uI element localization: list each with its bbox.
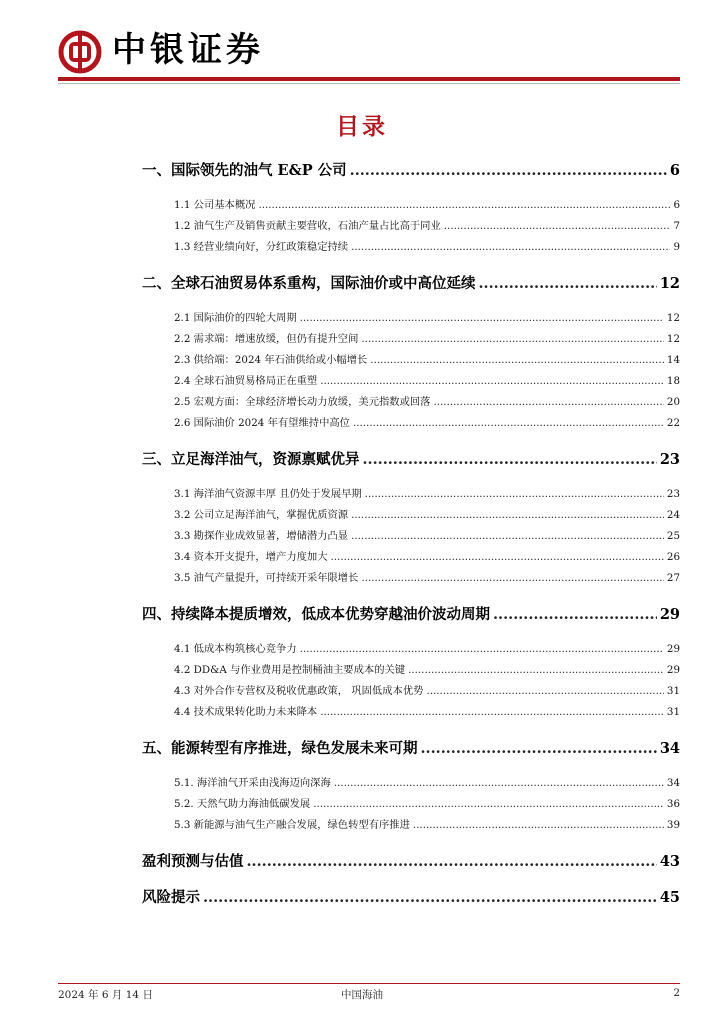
toc-page-number: 43 xyxy=(659,853,680,870)
toc-entry-title: 二、全球石油贸易体系重构，国际油价或中高位延续 xyxy=(142,275,476,292)
toc-dot-leader xyxy=(433,393,663,411)
toc-page-number: 14 xyxy=(666,354,680,366)
toc-page-number: 6 xyxy=(673,199,680,211)
toc-entry-title: 2.6 国际油价 2024 年有望维持中高位 xyxy=(174,417,350,429)
toc-dot-leader xyxy=(247,849,657,875)
toc-chapter-entry[interactable] xyxy=(142,602,680,628)
toc-dot-leader xyxy=(331,548,664,566)
toc-entry-title: 3.2 公司立足海洋油气，掌握优质资源 xyxy=(174,509,349,521)
toc-entry-title: 1.3 经营业绩向好，分红政策稳定持续 xyxy=(174,241,349,253)
toc-entry-title: 5.2. 天然气助力海油低碳发展 xyxy=(174,798,311,810)
toc-section-entry[interactable] xyxy=(174,661,680,679)
toc-page-number: 45 xyxy=(659,889,680,906)
toc-dot-leader xyxy=(408,661,664,679)
toc-section-entry[interactable] xyxy=(174,196,680,214)
toc-entry-title: 三、立足海洋油气，资源禀赋优异 xyxy=(142,451,360,468)
toc-page-number: 29 xyxy=(666,643,680,655)
toc-entry-title: 3.4 资本开支提升，增产力度加大 xyxy=(174,551,328,563)
toc-section-entry[interactable] xyxy=(174,414,680,432)
toc-entry-title: 盈利预测与估值 xyxy=(142,853,244,870)
report-header xyxy=(0,0,724,90)
toc-entry-title: 四、持续降本提质增效，低成本优势穿越油价波动周期 xyxy=(142,606,490,623)
toc-entry-title: 4.3 对外合作专营权及税收优惠政策， 巩固低成本优势 xyxy=(174,685,424,697)
toc-entry-title: 4.4 技术成果转化助力未来降本 xyxy=(174,706,318,718)
toc-dot-leader xyxy=(351,238,670,256)
toc-section-entry[interactable] xyxy=(174,569,680,587)
toc-dot-leader xyxy=(351,506,664,524)
toc-dot-leader xyxy=(413,816,664,834)
toc-section-entry[interactable] xyxy=(174,816,680,834)
toc-entry-title: 风险提示 xyxy=(142,889,200,906)
toc-section-entry[interactable] xyxy=(174,506,680,524)
toc-chapter-entry[interactable] xyxy=(142,447,680,473)
toc-section-entry[interactable] xyxy=(174,309,680,327)
toc-chapter-entry[interactable] xyxy=(142,849,680,875)
toc-page-number: 23 xyxy=(659,451,680,468)
toc-dot-leader xyxy=(350,158,667,184)
footer-page-number: 2 xyxy=(673,987,680,999)
toc-section-entry[interactable] xyxy=(174,640,680,658)
toc-dot-leader xyxy=(361,569,663,587)
footer-date: 2024 年 6 月 14 日 xyxy=(58,989,153,1001)
toc-section-entry[interactable] xyxy=(174,703,680,721)
toc-page-number: 12 xyxy=(666,312,680,324)
toc-chapter-entry[interactable] xyxy=(142,271,680,297)
toc-chapter-entry[interactable] xyxy=(142,158,680,184)
toc-section-entry[interactable] xyxy=(174,217,680,235)
toc-dot-leader xyxy=(320,372,664,390)
toc-page-number: 31 xyxy=(666,685,680,697)
toc-dot-leader xyxy=(426,682,663,700)
toc-page-number: 29 xyxy=(666,664,680,676)
toc-section-entry[interactable] xyxy=(174,682,680,700)
toc-entry-title: 2.1 国际油价的四轮大周期 xyxy=(174,312,297,324)
toc-entry-title: 5.3 新能源与油气生产融合发展，绿色转型有序推进 xyxy=(174,819,410,831)
toc-section-entry[interactable] xyxy=(174,548,680,566)
footer-divider xyxy=(58,983,680,984)
toc-page-number: 27 xyxy=(666,572,680,584)
toc-entry-title: 3.3 勘探作业成效显著，增储潜力凸显 xyxy=(174,530,349,542)
toc-section-entry[interactable] xyxy=(174,372,680,390)
toc-page-number: 9 xyxy=(673,241,680,253)
toc-page-number: 36 xyxy=(666,798,680,810)
toc-entry-title: 2.2 需求端：增速放缓，但仍有提升空间 xyxy=(174,333,359,345)
toc-page-number: 22 xyxy=(666,417,680,429)
toc-entry-title: 3.1 海洋油气资源丰厚 且仍处于发展早期 xyxy=(174,488,362,500)
header-divider-thin xyxy=(58,83,680,84)
toc-section-entry[interactable] xyxy=(174,238,680,256)
toc-section-entry[interactable] xyxy=(174,393,680,411)
toc-entry-title: 1.2 油气生产及销售贡献主要营收，石油产量占比高于同业 xyxy=(174,220,441,232)
toc-entry-title: 1.1 公司基本概况 xyxy=(174,199,256,211)
header-divider xyxy=(58,77,680,81)
toc-page-number: 34 xyxy=(666,777,680,789)
toc-dot-leader xyxy=(203,885,657,911)
toc-entry-title: 5.1. 海洋油气开采由浅海迈向深海 xyxy=(174,777,331,789)
toc-dot-leader xyxy=(300,640,664,658)
toc-page-number: 12 xyxy=(659,275,680,292)
toc-dot-leader xyxy=(334,774,664,792)
toc-dot-leader xyxy=(351,527,664,545)
toc-entry-title: 4.2 DD&A 与作业费用是控制桶油主要成本的关键 xyxy=(174,664,406,676)
toc-dot-leader xyxy=(300,309,664,327)
toc-entry-title: 2.4 全球石油贸易格局正在重塑 xyxy=(174,375,318,387)
toc-dot-leader xyxy=(421,736,657,762)
toc-page-number: 34 xyxy=(659,740,680,757)
toc-dot-leader xyxy=(353,414,664,432)
toc-entry-title: 2.5 宏观方面：全球经济增长动力放缓，美元指数或回落 xyxy=(174,396,431,408)
toc-page-number: 12 xyxy=(666,333,680,345)
toc-section-entry[interactable] xyxy=(174,330,680,348)
brand-name: 中银证券 xyxy=(112,30,264,70)
toc-section-entry[interactable] xyxy=(174,795,680,813)
toc-dot-leader xyxy=(258,196,670,214)
footer-company: 中国海油 xyxy=(341,989,383,1001)
toc-entry-title: 一、国际领先的油气 E&P 公司 xyxy=(142,162,347,179)
toc-page-number: 25 xyxy=(666,530,680,542)
toc-page-number: 31 xyxy=(666,706,680,718)
toc-page-number: 39 xyxy=(666,819,680,831)
toc-dot-leader xyxy=(363,447,657,473)
toc-chapter-entry[interactable] xyxy=(142,885,680,911)
toc-dot-leader xyxy=(370,351,664,369)
toc-dot-leader xyxy=(365,485,664,503)
toc-page-number: 18 xyxy=(666,375,680,387)
toc-section-entry[interactable] xyxy=(174,351,680,369)
toc-dot-leader xyxy=(479,271,657,297)
toc-chapter-entry[interactable] xyxy=(142,736,680,762)
toc-page-number: 20 xyxy=(666,396,680,408)
toc-section-entry[interactable] xyxy=(174,527,680,545)
toc-page-number: 6 xyxy=(669,162,680,179)
toc-page-number: 29 xyxy=(659,606,680,623)
toc-dot-leader xyxy=(493,602,657,628)
toc-dot-leader xyxy=(313,795,664,813)
toc-entry-title: 4.1 低成本构筑核心竞争力 xyxy=(174,643,297,655)
toc-page-number: 26 xyxy=(666,551,680,563)
toc-page-number: 24 xyxy=(666,509,680,521)
toc-entry-title: 2.3 供给端：2024 年石油供给或小幅增长 xyxy=(174,354,368,366)
toc-section-entry[interactable] xyxy=(174,774,680,792)
toc-page-number: 23 xyxy=(666,488,680,500)
toc-dot-leader xyxy=(320,703,664,721)
toc-section-entry[interactable] xyxy=(174,485,680,503)
bank-of-china-logo-icon xyxy=(58,30,102,74)
toc-entry-title: 五、能源转型有序推进，绿色发展未来可期 xyxy=(142,740,418,757)
toc-entry-title: 3.5 油气产量提升，可持续开采年限增长 xyxy=(174,572,359,584)
toc-dot-leader xyxy=(444,217,671,235)
toc-dot-leader xyxy=(361,330,663,348)
toc-page-number: 7 xyxy=(673,220,680,232)
page-title: 目录 xyxy=(336,114,388,140)
